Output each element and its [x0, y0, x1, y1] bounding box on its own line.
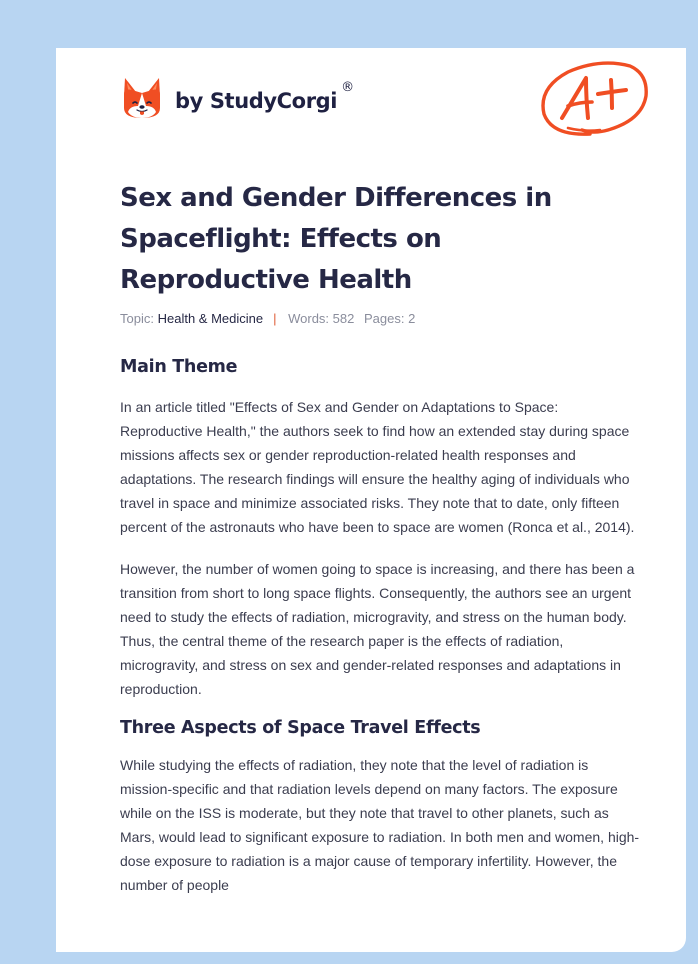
paragraph: In an article titled "Effects of Sex and Gender on Adaptations to Space: Reproductive Health," the authors seek to find how an extended stay during space missions affects sex or gender reproduction-related health responses and adaptations. The research findings will ensure the healthy aging of individuals who travel in space and minimize associated risks. They note that to date, only fifteen percent of the astronauts who have been to space are women (Ronca et al., 2014). — [120, 399, 635, 535]
article-body — [120, 352, 640, 897]
words-label: Words: — [288, 311, 330, 326]
logo-text: by StudyCorgi — [175, 89, 338, 113]
section-heading-main-theme: Main Theme — [120, 357, 238, 377]
paragraph: However, the number of women going to space is increasing, and there has been a transition from short to long space flights. Consequently, the authors see an urgent need to study the effects of radiation, microgravity, and stress on the human body. Thus, the central theme of the research paper is the effects of radiation, microgravity, and stress on sex and gender-related responses and adaptations in reproduction. — [120, 561, 635, 697]
words-count: 582 — [332, 311, 355, 326]
a-plus-grade-icon — [538, 58, 650, 140]
pages-label: Pages: — [364, 311, 405, 326]
section-heading-three-aspects: Three Aspects of Space Travel Effects — [120, 718, 481, 738]
document-card — [56, 48, 686, 952]
registered-mark: ® — [341, 79, 355, 95]
topic-label: Topic: — [120, 311, 154, 326]
studycorgi-logo[interactable] — [122, 76, 354, 120]
page-title: Sex and Gender Differences in Spaceflight: Effects on Reproductive Health — [120, 183, 552, 295]
paragraph: While studying the effects of radiation, they note that the level of radiation is mission-specific and that radiation levels depend on many factors. The exposure while on the ISS is moderate, but they note that travel to other planets, such as Mars, would lead to significant exposure to radiation. In both men and women, high-dose exposure to radiation is a major cause of temporary infertility. However, the number of people — [120, 757, 640, 893]
meta-separator: | — [273, 311, 277, 326]
pages-count: 2 — [408, 311, 416, 326]
corgi-icon — [122, 76, 162, 120]
article-meta — [120, 311, 415, 326]
topic-link[interactable]: Health & Medicine — [157, 311, 264, 326]
